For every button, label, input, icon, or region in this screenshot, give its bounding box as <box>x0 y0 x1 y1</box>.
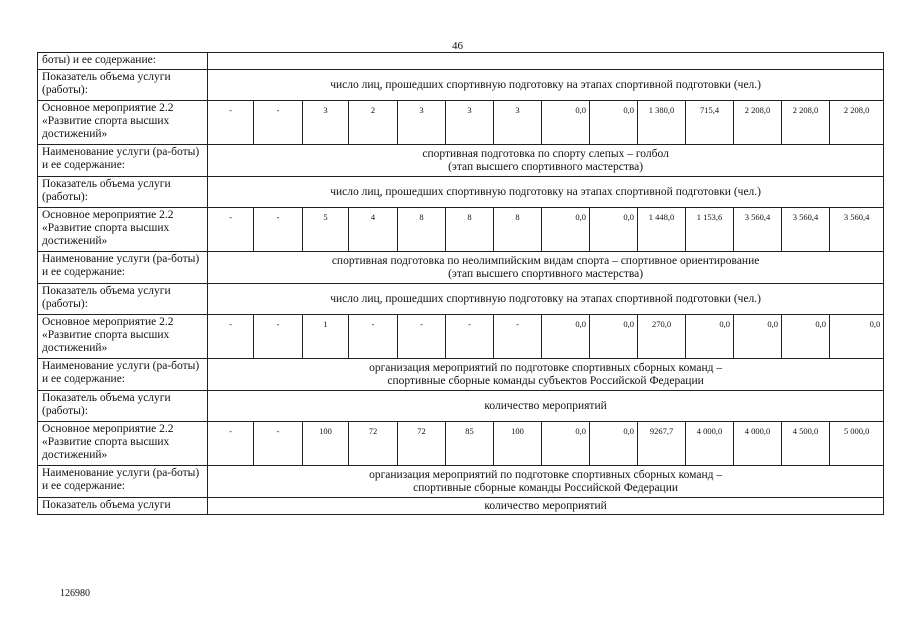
service-line: спортивная подготовка по неолимпийским видам спорта – спортивное ориентирование <box>331 254 760 267</box>
service-line: (этап высшего спортивного мастерства) <box>448 160 644 173</box>
value-cell: 3 560,4 <box>782 208 830 252</box>
value-cell: 0,0 <box>542 208 590 252</box>
value-cell: 3 <box>398 101 446 145</box>
volume-text: число лиц, прошедших спортивную подготовку на этапах спортивной подготовки (чел.) <box>208 177 884 208</box>
value-cell: 0,0 <box>782 315 830 359</box>
value-cell: 2 208,0 <box>830 101 884 145</box>
value-cell: 8 <box>398 208 446 252</box>
value-cell: 1 <box>303 315 349 359</box>
value-cell: 0,0 <box>734 315 782 359</box>
row-label: боты) и ее содержание: <box>38 53 208 70</box>
table-row <box>38 498 884 515</box>
value-cell: 0,0 <box>542 101 590 145</box>
service-text <box>208 145 884 177</box>
value-cell: 1 448,0 <box>638 208 686 252</box>
value-cell: 0,0 <box>542 422 590 466</box>
table-row <box>38 145 884 177</box>
table-row <box>38 208 884 252</box>
table-row <box>38 466 884 498</box>
table-row <box>38 315 884 359</box>
value-cell: - <box>208 208 254 252</box>
value-cell: 3 560,4 <box>734 208 782 252</box>
row-label: Наименование услуги (ра-боты) и ее содержание: <box>38 252 208 284</box>
table-row <box>38 70 884 101</box>
service-line: спортивные сборные команды субъектов Российской Федерации <box>387 374 704 387</box>
value-cell: 0,0 <box>590 315 638 359</box>
value-cell: 270,0 <box>638 315 686 359</box>
volume-text: число лиц, прошедших спортивную подготовку на этапах спортивной подготовки (чел.) <box>208 284 884 315</box>
value-cell: - <box>446 315 494 359</box>
value-cell: 2 208,0 <box>734 101 782 145</box>
service-line: спортивная подготовка по спорту слепых – голбол <box>422 147 669 160</box>
row-label: Показатель объема услуги (работы): <box>38 284 208 315</box>
value-cell: 2 <box>349 101 398 145</box>
value-cell: 5 <box>303 208 349 252</box>
value-cell: 0,0 <box>686 315 734 359</box>
service-text <box>208 466 884 498</box>
value-cell: 0,0 <box>590 422 638 466</box>
row-label: Показатель объема услуги (работы): <box>38 391 208 422</box>
service-text <box>208 359 884 391</box>
value-cell: 1 380,0 <box>638 101 686 145</box>
value-cell: - <box>254 422 303 466</box>
value-cell: - <box>254 315 303 359</box>
value-cell: 3 <box>446 101 494 145</box>
value-cell: 4 000,0 <box>734 422 782 466</box>
table-row <box>38 101 884 145</box>
row-label: Наименование услуги (ра-боты) и ее содержание: <box>38 145 208 177</box>
service-line: организация мероприятий по подготовке спортивных сборных команд – <box>369 361 723 374</box>
table-row <box>38 284 884 315</box>
value-cell: - <box>398 315 446 359</box>
row-label: Наименование услуги (ра-боты) и ее содержание: <box>38 359 208 391</box>
row-label: Основное мероприятие 2.2 «Развитие спорта высших достижений» <box>38 101 208 145</box>
volume-text: число лиц, прошедших спортивную подготовку на этапах спортивной подготовки (чел.) <box>208 70 884 101</box>
value-cell: 72 <box>349 422 398 466</box>
service-line: (этап высшего спортивного мастерства) <box>448 267 644 280</box>
value-cell: - <box>208 315 254 359</box>
value-cell: 1 153,6 <box>686 208 734 252</box>
value-cell: 72 <box>398 422 446 466</box>
row-label: Показатель объема услуги (работы): <box>38 70 208 101</box>
value-cell: 3 <box>494 101 542 145</box>
volume-text: количество мероприятий <box>208 498 884 515</box>
value-cell: 100 <box>494 422 542 466</box>
row-label: Показатель объема услуги <box>38 498 208 515</box>
footer-code: 126980 <box>60 588 90 599</box>
empty-cell <box>208 53 884 70</box>
value-cell: 3 560,4 <box>830 208 884 252</box>
row-label: Основное мероприятие 2.2 «Развитие спорта высших достижений» <box>38 422 208 466</box>
value-cell: 85 <box>446 422 494 466</box>
row-label: Основное мероприятие 2.2 «Развитие спорта высших достижений» <box>38 315 208 359</box>
row-label: Основное мероприятие 2.2 «Развитие спорта высших достижений» <box>38 208 208 252</box>
value-cell: - <box>208 422 254 466</box>
table-row <box>38 177 884 208</box>
value-cell: 715,4 <box>686 101 734 145</box>
value-cell: 4 500,0 <box>782 422 830 466</box>
table-row <box>38 391 884 422</box>
table-row <box>38 252 884 284</box>
service-line: спортивные сборные команды Российской Федерации <box>413 481 679 494</box>
table-row <box>38 53 884 70</box>
table-row <box>38 359 884 391</box>
value-cell: 0,0 <box>830 315 884 359</box>
row-label: Показатель объема услуги (работы): <box>38 177 208 208</box>
row-label: Наименование услуги (ра-боты) и ее содержание: <box>38 466 208 498</box>
value-cell: - <box>254 208 303 252</box>
value-cell: 4 000,0 <box>686 422 734 466</box>
value-cell: 2 208,0 <box>782 101 830 145</box>
value-cell: 0,0 <box>542 315 590 359</box>
value-cell: - <box>208 101 254 145</box>
value-cell: 0,0 <box>590 208 638 252</box>
service-line: организация мероприятий по подготовке спортивных сборных команд – <box>369 468 723 481</box>
value-cell: 0,0 <box>590 101 638 145</box>
service-text <box>208 252 884 284</box>
volume-text: количество мероприятий <box>208 391 884 422</box>
table-row <box>38 422 884 466</box>
page-number: 46 <box>452 40 463 52</box>
value-cell: 8 <box>446 208 494 252</box>
value-cell: 5 000,0 <box>830 422 884 466</box>
value-cell: - <box>254 101 303 145</box>
value-cell: 4 <box>349 208 398 252</box>
program-table <box>37 52 884 515</box>
value-cell: - <box>494 315 542 359</box>
value-cell: 9267,7 <box>638 422 686 466</box>
value-cell: 3 <box>303 101 349 145</box>
value-cell: - <box>349 315 398 359</box>
value-cell: 100 <box>303 422 349 466</box>
value-cell: 8 <box>494 208 542 252</box>
